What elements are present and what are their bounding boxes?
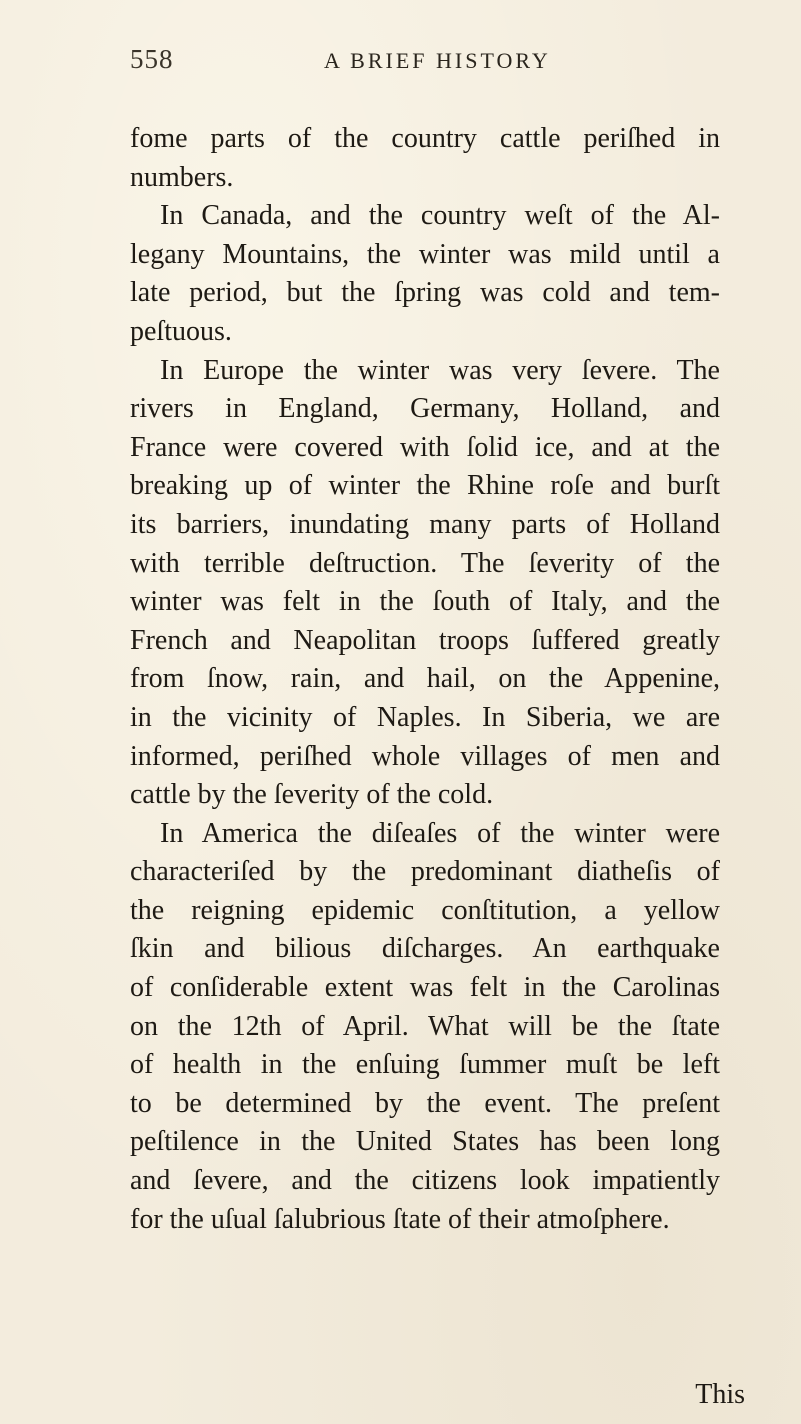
text-line: of health in the enſuing ſummer muſt be left (130, 1049, 720, 1081)
body-text (130, 120, 720, 1239)
running-head: A BRIEF HISTORY (324, 48, 551, 73)
text-line: French and Neapolitan troops ſuffered greatly (130, 624, 720, 656)
text-line: legany Mountains, the winter was mild until a (130, 238, 720, 270)
text-line: cattle by the ſeverity of the cold. (130, 779, 494, 811)
catchword: This (695, 1379, 745, 1410)
page-header (130, 44, 741, 80)
text-line: characteriſed by the predominant diatheſis of (130, 856, 720, 888)
text-line: rivers in England, Germany, Holland, and (130, 393, 720, 425)
text-line: with terrible deſtruction. The ſeverity of the (130, 547, 720, 579)
page-number: 558 (130, 44, 174, 74)
text-line: In Canada, and the country weſt of the Al- (160, 200, 720, 232)
text-line: France were covered with ſolid ice, and at the (130, 431, 720, 463)
text-line: on the 12th of April. What will be the ſtate (130, 1010, 720, 1042)
text-line: the reigning epidemic conſtitution, a yellow (130, 894, 720, 926)
text-line: informed, periſhed whole villages of men and (130, 740, 720, 772)
text-line: from ſnow, rain, and hail, on the Appenine, (130, 663, 720, 695)
text-line: for the uſual ſalubrious ſtate of their atmoſphere. (130, 1203, 670, 1235)
text-line: in the vicinity of Naples. In Siberia, we are (130, 701, 720, 733)
text-line: fome parts of the country cattle periſhed in (130, 123, 720, 154)
text-line: and ſevere, and the citizens look impatiently (130, 1165, 720, 1197)
text-line: peſtilence in the United States has been long (130, 1126, 720, 1158)
text-line: late period, but the ſpring was cold and tem- (130, 277, 720, 309)
text-line: In America the diſeaſes of the winter were (160, 817, 720, 849)
text-line: numbers. (130, 161, 234, 193)
text-line: ſkin and bilious diſcharges. An earthquake (130, 933, 720, 965)
text-line: of conſiderable extent was felt in the Carolinas (130, 972, 720, 1004)
text-line: breaking up of winter the Rhine roſe and burſt (130, 470, 720, 502)
text-line: its barriers, inundating many parts of Holland (130, 508, 720, 540)
text-line: winter was felt in the ſouth of Italy, and the (130, 586, 720, 618)
text-line: to be determined by the event. The preſent (130, 1087, 720, 1119)
text-line: In Europe the winter was very ſevere. The (160, 354, 720, 386)
text-line: peſtuous. (130, 315, 232, 347)
